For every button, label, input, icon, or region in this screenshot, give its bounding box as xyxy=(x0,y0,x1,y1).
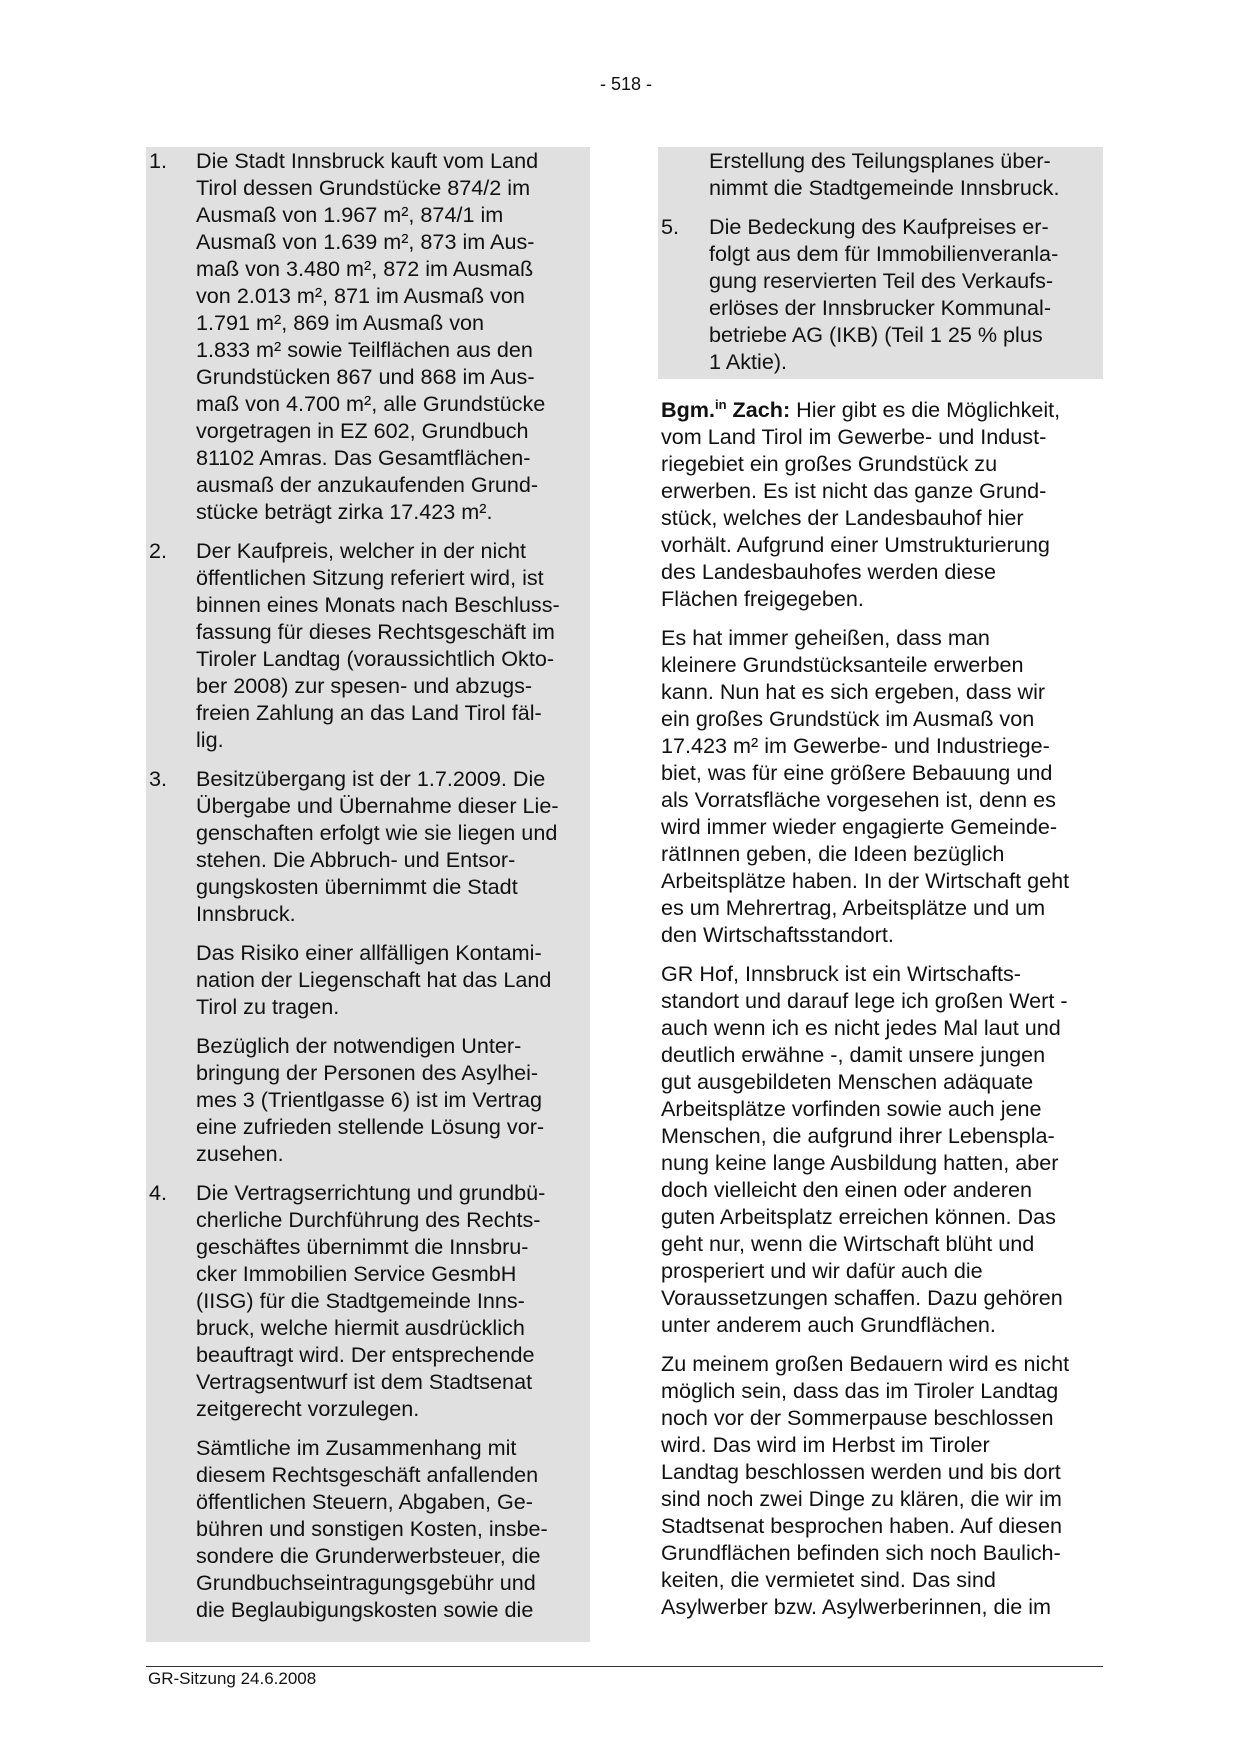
paragraph xyxy=(196,1434,590,1623)
text-line: 17.423 m² im Gewerbe- und Industriege- xyxy=(661,733,1050,759)
text-line: Vertragsentwurf ist dem Stadtsenat xyxy=(196,1369,533,1394)
paragraph xyxy=(661,1350,1103,1620)
text-line: lig. xyxy=(196,727,224,752)
paragraph xyxy=(196,1032,590,1167)
text-line: gung reservierten Teil des Verkaufs- xyxy=(709,268,1054,293)
text-line: zusehen. xyxy=(196,1141,284,1166)
right-column xyxy=(658,147,1103,1632)
text-line: als Vorratsfläche vorgesehen ist, denn es xyxy=(661,787,1056,813)
text-line: maß von 4.700 m², alle Grundstücke xyxy=(196,391,546,416)
text-line: vorhält. Aufgrund einer Umstrukturierung xyxy=(661,532,1050,558)
text-line: noch vor der Sommerpause beschlossen xyxy=(661,1405,1054,1431)
text-line: unter anderem auch Grundflächen. xyxy=(661,1312,996,1338)
text-line: vom Land Tirol im Gewerbe- und Indust- xyxy=(661,424,1047,450)
text-line: zeitgerecht vorzulegen. xyxy=(196,1396,420,1421)
text-line: ein großes Grundstück im Ausmaß von xyxy=(661,706,1035,732)
text-line: sind noch zwei Dinge zu klären, die wir im xyxy=(661,1486,1062,1512)
text-line: Es hat immer geheißen, dass man xyxy=(661,625,990,651)
text-line: Arbeitsplätze haben. In der Wirtschaft geht xyxy=(661,868,1070,894)
text-line: Die Vertragserrichtung und grundbü- xyxy=(196,1180,546,1205)
text-line: doch vielleicht den einen oder anderen xyxy=(661,1177,1032,1203)
speech-body xyxy=(658,391,1103,1620)
text-line: ber 2008) zur spesen- und abzugs- xyxy=(196,673,533,698)
text-line: stücke beträgt zirka 17.423 m². xyxy=(196,499,493,524)
text-line: deutlich erwähne -, damit unsere jungen xyxy=(661,1042,1046,1068)
text-line: prosperiert und wir dafür auch die xyxy=(661,1258,983,1284)
item-number: 1. xyxy=(149,148,168,173)
speaker-title-suffix: in xyxy=(714,397,727,412)
text-line: bringung der Personen des Asylhei- xyxy=(196,1060,539,1085)
text-line: beauftragt wird. Der entsprechende xyxy=(196,1342,535,1367)
text-line: 1 Aktie). xyxy=(709,349,788,374)
text-line: geschäftes übernimmt die Innsbru- xyxy=(196,1234,529,1259)
page-number: - 518 - xyxy=(599,74,653,94)
item-number: 4. xyxy=(149,1180,168,1205)
text-line: möglich sein, dass das im Tiroler Landtag xyxy=(661,1378,1059,1404)
left-column xyxy=(146,147,590,1642)
text-line: öffentlichen Steuern, Abgaben, Ge- xyxy=(196,1489,533,1514)
text-line: des Landesbauhofes werden diese xyxy=(661,559,996,585)
text-line: freien Zahlung an das Land Tirol fäl- xyxy=(196,700,542,725)
text-line: Grundflächen befinden sich noch Baulich- xyxy=(661,1540,1061,1566)
text-line: geht nur, wenn die Wirtschaft blüht und xyxy=(661,1231,1035,1257)
speaker-name: Zach: xyxy=(732,397,791,423)
text-line: GR Hof, Innsbruck ist ein Wirtschafts- xyxy=(661,961,1021,987)
list-item-3 xyxy=(146,765,590,1167)
text-line: nung keine lange Ausbildung hatten, aber xyxy=(661,1150,1059,1176)
resolution-continuation-box xyxy=(658,147,1103,379)
footer-text: GR-Sitzung 24.6.2008 xyxy=(148,1669,317,1688)
text-line: Besitzübergang ist der 1.7.2009. Die xyxy=(196,766,546,791)
paragraph xyxy=(196,939,590,1020)
text-line: Grundbuchseintragungsgebühr und xyxy=(196,1570,536,1595)
paragraph xyxy=(196,537,590,753)
text-line: wird immer wieder engagierte Gemeinde- xyxy=(661,814,1058,840)
text-line: ausmaß der anzukaufenden Grund- xyxy=(196,472,539,497)
continued-paragraph xyxy=(658,147,1103,201)
text-line: stehen. Die Abbruch- und Entsor- xyxy=(196,847,516,872)
text-line: bühren und sonstigen Kosten, insbe- xyxy=(196,1516,548,1541)
text-line: es um Mehrertrag, Arbeitsplätze und um xyxy=(661,895,1046,921)
text-line: den Wirtschaftsstandort. xyxy=(661,922,894,948)
item-number: 2. xyxy=(149,538,168,563)
text-line: cherliche Durchführung des Rechts- xyxy=(196,1207,541,1232)
text-line: stück, welches der Landesbauhof hier xyxy=(661,505,1024,531)
text-line: cker Immobilien Service GesmbH xyxy=(196,1261,517,1286)
text-line: Innsbruck. xyxy=(196,901,296,926)
paragraph xyxy=(661,391,1103,612)
text-line: diesem Rechtsgeschäft anfallenden xyxy=(196,1462,539,1487)
text-line: kann. Nun hat es sich ergeben, dass wir xyxy=(661,679,1046,705)
text-line: gut ausgebildeten Menschen adäquate xyxy=(661,1069,1034,1095)
text-line: Voraussetzungen schaffen. Dazu gehören xyxy=(661,1285,1063,1311)
text-line: Die Bedeckung des Kaufpreises er- xyxy=(709,214,1049,239)
resolution-items-box xyxy=(146,147,590,1642)
speaker-label xyxy=(661,397,790,422)
text-line: öffentlichen Sitzung referiert wird, ist xyxy=(196,565,544,590)
text-line: wird. Das wird im Herbst im Tiroler xyxy=(661,1432,990,1458)
text-line: Die Stadt Innsbruck kauft vom Land xyxy=(196,148,539,173)
text-line: die Beglaubigungskosten sowie die xyxy=(196,1597,534,1622)
text-line: Der Kaufpreis, welcher in der nicht xyxy=(196,538,527,563)
text-line: guten Arbeitsplatz erreichen können. Das xyxy=(661,1204,1056,1230)
text-line: Landtag beschlossen werden und bis dort xyxy=(661,1459,1061,1485)
list-item-5 xyxy=(658,213,1103,375)
speaker-title: Bgm. xyxy=(661,397,715,423)
paragraph xyxy=(661,960,1103,1338)
text-line: erlöses der Innsbrucker Kommunal- xyxy=(709,295,1052,320)
list-item-2 xyxy=(146,537,590,753)
text-line: Ausmaß von 1.639 m², 873 im Aus- xyxy=(196,229,535,254)
list-item-4 xyxy=(146,1179,590,1623)
text-line: biet, was für eine größere Bebauung und xyxy=(661,760,1053,786)
text-line: Tirol zu tragen. xyxy=(196,994,340,1019)
text-line: fassung für dieses Rechtsgeschäft im xyxy=(196,619,555,644)
text-line: Erstellung des Teilungsplanes über- xyxy=(709,148,1051,173)
text-line: Sämtliche im Zusammenhang mit xyxy=(196,1435,517,1460)
text-line: Asylwerber bzw. Asylwerberinnen, die im xyxy=(661,1594,1052,1620)
text-line: eine zufrieden stellende Lösung vor- xyxy=(196,1114,545,1139)
text-line: Tiroler Landtag (voraussichtlich Okto- xyxy=(196,646,555,671)
text-line: standort und darauf lege ich großen Wert - xyxy=(661,988,1068,1014)
text-line: Grundstücken 867 und 868 im Aus- xyxy=(196,364,535,389)
text-line: 81102 Amras. Das Gesamtflächen- xyxy=(196,445,531,470)
text-line: Stadtsenat besprochen haben. Auf diesen xyxy=(661,1513,1062,1539)
text-line: bruck, welche hiermit ausdrücklich xyxy=(196,1315,525,1340)
text-line: mes 3 (Trientlgasse 6) ist im Vertrag xyxy=(196,1087,543,1112)
text-line: keiten, die vermietet sind. Das sind xyxy=(661,1567,996,1593)
text-line: betriebe AG (IKB) (Teil 1 25 % plus xyxy=(709,322,1043,347)
text-line: nimmt die Stadtgemeinde Innsbruck. xyxy=(709,175,1060,200)
paragraph xyxy=(196,765,590,927)
text-line: 1.833 m² sowie Teilflächen aus den xyxy=(196,337,533,362)
text-line xyxy=(661,391,1103,423)
text-line: vorgetragen in EZ 602, Grundbuch xyxy=(196,418,529,443)
paragraph xyxy=(196,147,590,525)
list-item-1 xyxy=(146,147,590,525)
text-line: Bezüglich der notwendigen Unter- xyxy=(196,1033,522,1058)
text-line: sondere die Grunderwerbsteuer, die xyxy=(196,1543,541,1568)
text-line: gungskosten übernimmt die Stadt xyxy=(196,874,518,899)
text-line: Ausmaß von 1.967 m², 874/1 im xyxy=(196,202,504,227)
text-line: genschaften erfolgt wie sie liegen und xyxy=(196,820,558,845)
text-line: rätInnen geben, die Ideen bezüglich xyxy=(661,841,1005,867)
text-line: kleinere Grundstücksanteile erwerben xyxy=(661,652,1024,678)
text-line: riegebiet ein großes Grundstück zu xyxy=(661,451,998,477)
text-line: folgt aus dem für Immobilienveranla- xyxy=(709,241,1059,266)
text-line: binnen eines Monats nach Beschluss- xyxy=(196,592,560,617)
text-line: Zu meinem großen Bedauern wird es nicht xyxy=(661,1351,1070,1377)
text-line: Arbeitsplätze vorfinden sowie auch jene xyxy=(661,1096,1042,1122)
item-number: 3. xyxy=(149,766,168,791)
text-line: Das Risiko einer allfälligen Kontami- xyxy=(196,940,542,965)
paragraph xyxy=(196,1179,590,1422)
text-line: 1.791 m², 869 im Ausmaß von xyxy=(196,310,485,335)
text-line: maß von 3.480 m², 872 im Ausmaß xyxy=(196,256,534,281)
text-line: erwerben. Es ist nicht das ganze Grund- xyxy=(661,478,1047,504)
paragraph xyxy=(661,624,1103,948)
text-line: (IISG) für die Stadtgemeinde Inns- xyxy=(196,1288,525,1313)
footer-divider xyxy=(146,1666,1103,1667)
text-line: Tirol dessen Grundstücke 874/2 im xyxy=(196,175,531,200)
text-line: auch wenn ich es nicht jedes Mal laut und xyxy=(661,1015,1061,1041)
speech-text: Hier gibt es die Möglichkeit, xyxy=(796,397,1061,423)
item-number: 5. xyxy=(661,214,680,239)
text-line: Menschen, die aufgrund ihrer Lebenspla- xyxy=(661,1123,1055,1149)
text-line: Übergabe und Übernahme dieser Lie- xyxy=(196,793,559,818)
text-line: Flächen freigegeben. xyxy=(661,586,864,612)
text-line: nation der Liegenschaft hat das Land xyxy=(196,967,552,992)
text-line: von 2.013 m², 871 im Ausmaß von xyxy=(196,283,525,308)
